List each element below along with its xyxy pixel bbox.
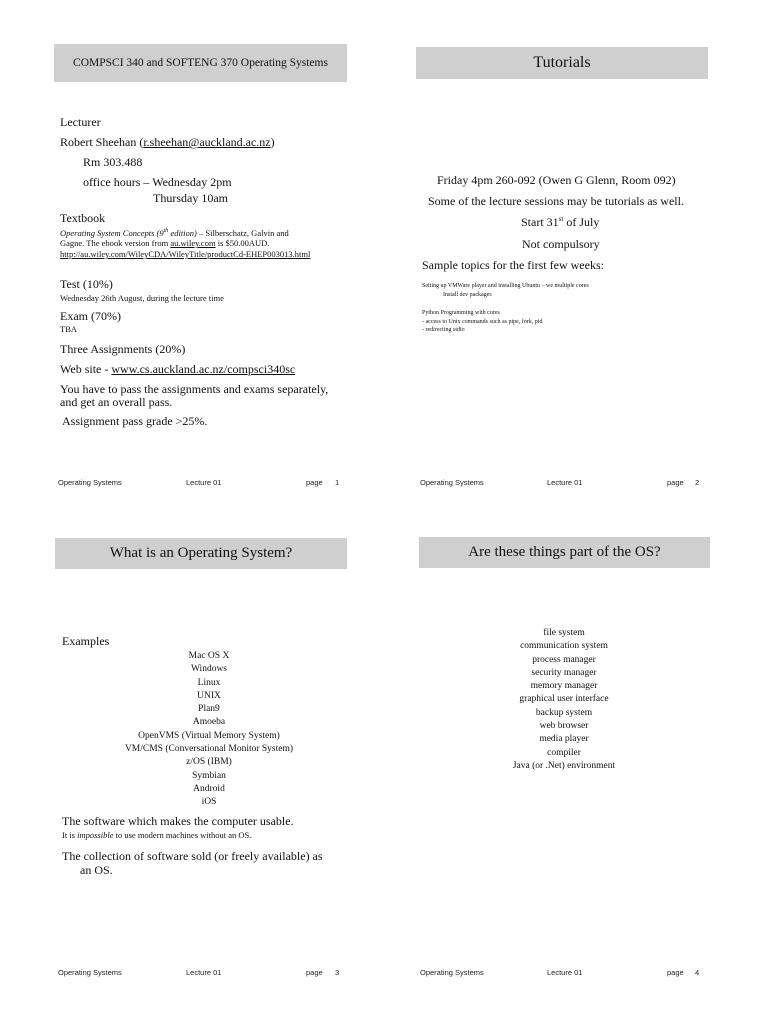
lecturer-email-link[interactable]: r.sheehan@auckland.ac.nz xyxy=(143,135,271,149)
slide3-footer-page-label: page xyxy=(306,968,323,977)
textbook-edition: edition) xyxy=(168,228,197,238)
textbook-link1[interactable]: au.wiley.com xyxy=(170,238,216,248)
textbook-line2 xyxy=(60,238,269,248)
office-hours: office hours – Wednesday 2pm xyxy=(83,175,232,189)
textbook-sup: th xyxy=(163,228,169,235)
test-detail: Wednesday 26th August, during the lecture time xyxy=(60,293,224,303)
textbook-line1 xyxy=(60,228,289,238)
slide3-footer-lecture: Lecture 01 xyxy=(186,968,222,977)
os-component-item: web browser xyxy=(539,721,589,732)
slide2-footer-page-num: 2 xyxy=(695,478,700,487)
slide2-title-banner xyxy=(416,47,708,79)
examples-list xyxy=(104,650,314,810)
slide1-footer-page-label: page xyxy=(306,478,323,487)
textbook-title: Operating System Concepts (9 xyxy=(60,228,164,238)
os-example-item: Mac OS X xyxy=(188,651,230,661)
lecturer-heading: Lecturer xyxy=(60,115,101,129)
textbook-authors: – Silberschatz, Galvin and xyxy=(196,228,289,238)
topic2: Python Programming with cores xyxy=(422,310,500,316)
slide2-footer-page-label: page xyxy=(667,478,684,487)
os-example-item: Amoeba xyxy=(192,717,226,728)
os-example-item: Linux xyxy=(197,677,221,688)
tutorial-line1: Friday 4pm 260-092 (Owen G Glenn, Room 092) xyxy=(437,173,676,187)
os-component-item: memory manager xyxy=(530,681,598,692)
website-link[interactable]: www.cs.auckland.ac.nz/compsci340sc xyxy=(111,362,296,376)
slide3-footer-page-num: 3 xyxy=(335,968,340,977)
os-component-item: compiler xyxy=(547,747,581,758)
slide4-title: Are these things part of the OS? xyxy=(468,544,661,560)
slide2-footer-course: Operating Systems xyxy=(420,478,484,487)
os-example-item: VM/CMS (Conversational Monitor System) xyxy=(124,744,294,755)
slide1-footer-lecture: Lecture 01 xyxy=(186,478,222,487)
os-component-item: security manager xyxy=(531,667,597,678)
office-hours-2: Thursday 10am xyxy=(153,191,228,205)
os-component-item: communication system xyxy=(520,641,608,652)
slide4-footer-page-label: page xyxy=(667,968,684,977)
textbook-heading: Textbook xyxy=(60,211,106,225)
collection-line1: The collection of software sold (or freely available) as xyxy=(62,849,323,863)
test-heading: Test (10%) xyxy=(60,277,113,291)
slide1-footer-course: Operating Systems xyxy=(58,478,122,487)
topic4: - redirecting stdio xyxy=(422,327,465,333)
os-example-item: z/OS (IBM) xyxy=(186,757,232,768)
os-example-item: OpenVMS (Virtual Memory System) xyxy=(138,730,280,741)
topic3: - access to Unix commands such as pipe, fork, pid xyxy=(422,319,543,325)
tutorial-line3 xyxy=(521,215,599,230)
collection-line2: an OS. xyxy=(80,863,113,877)
os-example-item: iOS xyxy=(201,797,217,808)
impossible-line xyxy=(62,830,251,840)
os-example-item: Windows xyxy=(190,664,228,675)
lecturer-line xyxy=(60,135,275,150)
impossible-em: impossible xyxy=(77,830,114,840)
slide2-footer-lecture: Lecture 01 xyxy=(547,478,583,487)
slide3-title: What is an Operating System? xyxy=(109,545,293,561)
textbook-line2a: Gagne. The ebook version from xyxy=(60,238,171,248)
slide2-title: Tutorials xyxy=(533,54,591,71)
os-component-item: media player xyxy=(539,734,589,745)
slide1-title-banner xyxy=(54,44,347,82)
slide1-footer-page-num: 1 xyxy=(335,478,340,487)
tutorial-line5: Sample topics for the first few weeks: xyxy=(422,258,604,272)
textbook-line2b: is $50.00AUD. xyxy=(215,238,270,248)
os-example-item: Symbian xyxy=(192,770,226,781)
examples-heading: Examples xyxy=(62,634,110,648)
exam-heading: Exam (70%) xyxy=(60,309,121,323)
lecturer-close: ) xyxy=(270,135,275,149)
pass-line2: and get an overall pass. xyxy=(60,395,173,409)
slide4-title-banner xyxy=(419,537,710,568)
os-component-item: backup system xyxy=(535,707,593,718)
exam-detail: TBA xyxy=(60,324,77,334)
assignments: Three Assignments (20%) xyxy=(60,342,186,356)
tutorial-line2: Some of the lecture sessions may be tutorials as well. xyxy=(428,194,684,208)
textbook-line3 xyxy=(60,249,310,259)
website-label: Web site - xyxy=(60,362,112,376)
os-items-list xyxy=(459,627,669,773)
slide4-footer-lecture: Lecture 01 xyxy=(547,968,583,977)
impossible-b: to use modern machines without an OS. xyxy=(113,830,252,840)
os-example-item: Android xyxy=(193,783,225,794)
slide3-title-banner xyxy=(55,538,347,569)
os-component-item: file system xyxy=(543,628,585,638)
os-component-item: graphical user interface xyxy=(519,694,609,705)
pass-line1: You have to pass the assignments and exams separately, xyxy=(60,382,329,396)
topic1: Setting up VMWare player and installing Ubuntu – we multiple cores xyxy=(422,283,589,289)
tutorial-line4: Not compulsory xyxy=(522,237,600,251)
slide4-footer-page-num: 4 xyxy=(695,968,700,977)
os-component-item: process manager xyxy=(532,654,596,665)
topic1b: Install dev packages xyxy=(443,292,492,298)
start-text: Start 31 xyxy=(521,215,559,229)
pass-grade: Assignment pass grade >25%. xyxy=(62,414,208,428)
textbook-link2[interactable]: http://au.wiley.com/WileyCDA/WileyTitle/productCd-EHEP003013.html xyxy=(60,249,311,259)
slide4-footer-course: Operating Systems xyxy=(420,968,484,977)
start-sup: st xyxy=(558,215,564,223)
impossible-a: It is xyxy=(62,830,78,840)
room: Rm 303.488 xyxy=(83,155,143,169)
lecturer-name: Robert Sheehan ( xyxy=(60,135,144,149)
slide3-footer-course: Operating Systems xyxy=(58,968,122,977)
start-text-b: of July xyxy=(563,215,600,229)
website-line xyxy=(60,362,295,377)
slide1-title: COMPSCI 340 and SOFTENG 370 Operating Systems xyxy=(73,57,328,69)
os-example-item: Plan9 xyxy=(198,704,220,715)
os-example-item: UNIX xyxy=(197,690,221,701)
os-component-item: Java (or .Net) environment xyxy=(512,760,616,771)
software-line: The software which makes the computer usable. xyxy=(62,814,294,828)
